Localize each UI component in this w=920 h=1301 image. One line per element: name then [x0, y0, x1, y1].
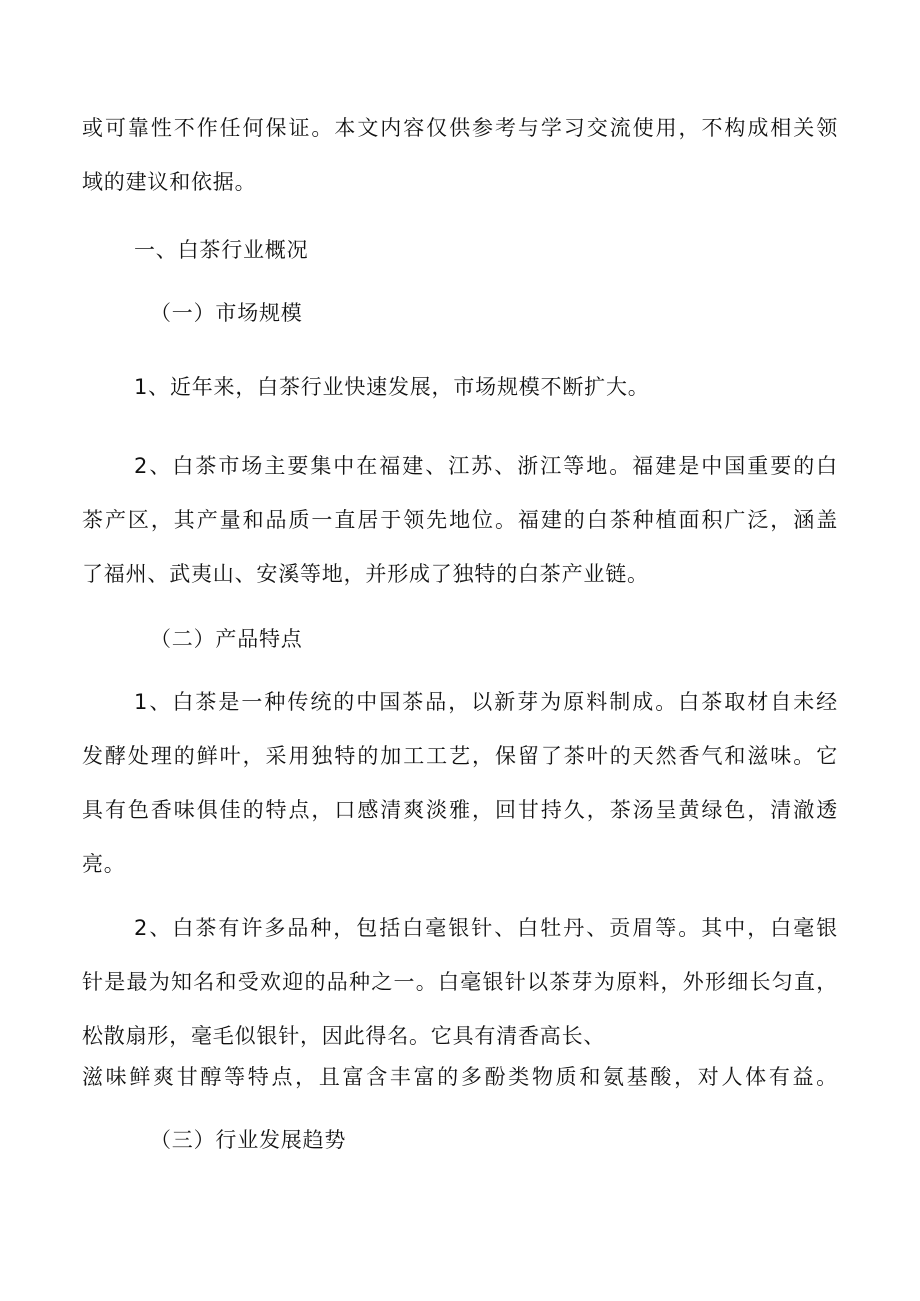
subsection-heading-product: （二）产品特点 [150, 627, 303, 651]
paragraph-market-2-line-3: 了福州、武夷山、安溪等地，并形成了独特的白茶产业链。 [82, 562, 649, 586]
section-heading: 一、白茶行业概况 [134, 238, 309, 262]
paragraph-market-1: 1、近年来，白茶行业快速发展，市场规模不断扩大。 [134, 375, 650, 399]
subsection-heading-trend: （三）行业发展趋势 [150, 1128, 347, 1152]
subsection-heading-market: （一）市场规模 [150, 301, 303, 325]
paragraph-product-2-line-1: 2、白茶有许多品种，包括白毫银针、白牡丹、贡眉等。其中，白毫银 [134, 916, 838, 940]
paragraph-product-1-line-2: 发酵处理的鲜叶，采用独特的加工工艺，保留了茶叶的天然香气和滋味。它 [82, 744, 838, 768]
paragraph-market-2-line-2: 茶产区，其产量和品质一直居于领先地位。福建的白茶种植面积广泛，涵盖 [82, 508, 838, 532]
paragraph-product-1-line-4: 亮。 [82, 852, 126, 876]
paragraph-product-1-line-3: 具有色香味俱佳的特点，口感清爽淡雅，回甘持久，茶汤呈黄绿色，清澈透 [82, 798, 838, 822]
paragraph-product-2-line-2: 针是最为知名和受欢迎的品种之一。白毫银针以茶芽为原料，外形细长匀直， [82, 970, 838, 994]
paragraph-market-2-line-1: 2、白茶市场主要集中在福建、江苏、浙江等地。福建是中国重要的白 [134, 454, 838, 478]
paragraph-product-2-line-4: 滋味鲜爽甘醇等特点，且富含丰富的多酚类物质和氨基酸，对人体有益。 [82, 1065, 838, 1089]
intro-line-1: 或可靠性不作任何保证。本文内容仅供参考与学习交流使用，不构成相关领 [82, 116, 838, 140]
paragraph-product-1-line-1: 1、白茶是一种传统的中国茶品，以新芽为原料制成。白茶取材自未经 [134, 690, 838, 714]
paragraph-product-2-line-3: 松散扇形，毫毛似银针，因此得名。它具有清香高长、 [82, 1024, 606, 1048]
intro-line-2: 域的建议和依据。 [82, 170, 257, 194]
